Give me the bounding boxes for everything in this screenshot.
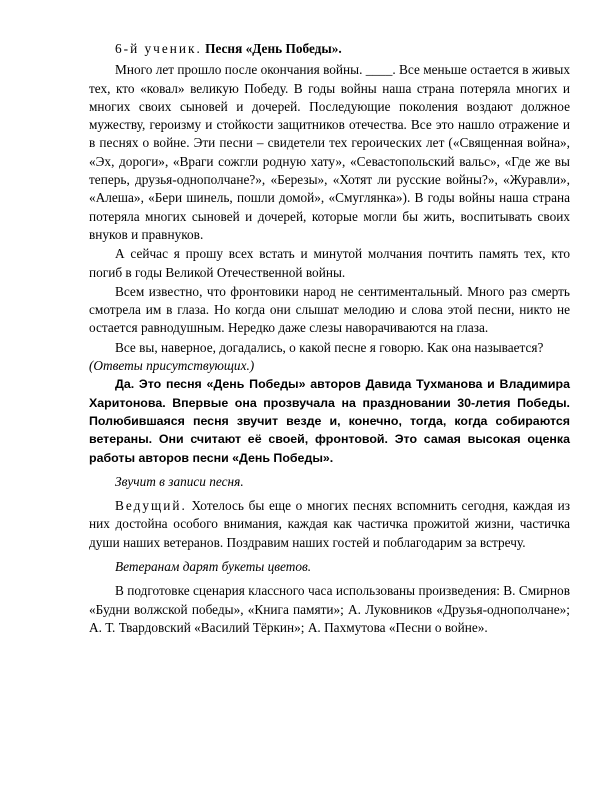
host-paragraph [89,497,570,552]
document-body [89,40,570,637]
speaker-label: 6-й ученик. [115,41,202,56]
answer-paragraph: Да. Это песня «День Победы» авторов Давида Тухманова и Владимира Харитонова. Впервые она прозвучала на праздновании 30-летия Победы. Полюбившаяся песня звучит везде и, конечно, тогда, когда собираются ветераны. Они считают её своей, фронтовой. Это самая высокая оценка работы авторов песни «День Победы». [89,377,570,465]
paragraph-veterans: Всем известно, что фронтовики народ не сентиментальный. Много раз смерть смотрела им в глаза. Но когда они слышат мелодию и слова этой песни, никто не остается равнодушным. Нередко даже слезы наворачиваются на глаза. [89,283,570,336]
song-title: Песня «День Победы». [205,41,342,56]
host-text: Хотелось бы еще о многих песнях вспомнить сегодня, каждая из них достойна особого внимания, каждая как частичка прожитой жизни, частичка души наших ветеранов. Поздравим наших гостей и поблагодарим за встречу. [89,498,571,550]
paragraph-intro: Много лет прошло после окончания войны. ____. Все меньше остается в живых тех, кто «ковал» великую Победу. В годы войны наша страна потеряла многих и многих своих сыновей и дочерей. Последующие поколения воздают должное мужеству, героизму и стойкости защитников отечества. Все это нашло отражение и в песнях о войне. Эти песни – свидетели тех героических лет («Священная война», «Эх, дороги», «Враги сожгли родную хату», «Севастопольский вальс», «Где же вы теперь, друзья-однополчане?», «Березы», «Хотят ли русские войны?», «Журавли», «Алеша», «Бери шинель, пошли домой», «Смуглянка»). В годы войны наша страна потеряла многих сыновей и дочерей, которые могли бы жить, воспитывать своих внуков и правнуков. [89,62,570,242]
stage-direction-answers: (Ответы присутствующих.) [89,358,255,374]
stage-direction-flowers: Ветеранам дарят букеты цветов. [115,559,312,575]
sources-paragraph: В подготовке сценария классного часа использованы произведения: В. Смирнов «Будни волжской победы», «Книга памяти»; А. Луковников «Друзья-однополчане»; А. Т. Твардовский «Василий Тёркин»; А. Пахмутова «Песни о войне». [89,583,570,635]
stage-direction-song: Звучит в записи песня. [115,473,244,489]
paragraph-minute-of-silence: А сейчас я прошу всех встать и минутой молчания почтить память тех, кто погиб в годы Великой Отечественной войны. [89,246,570,280]
section-heading [89,40,570,58]
paragraph-question: Все вы, наверное, догадались, о какой песне я говорю. Как она называется? [115,339,544,355]
host-label: Ведущий. [115,498,187,514]
